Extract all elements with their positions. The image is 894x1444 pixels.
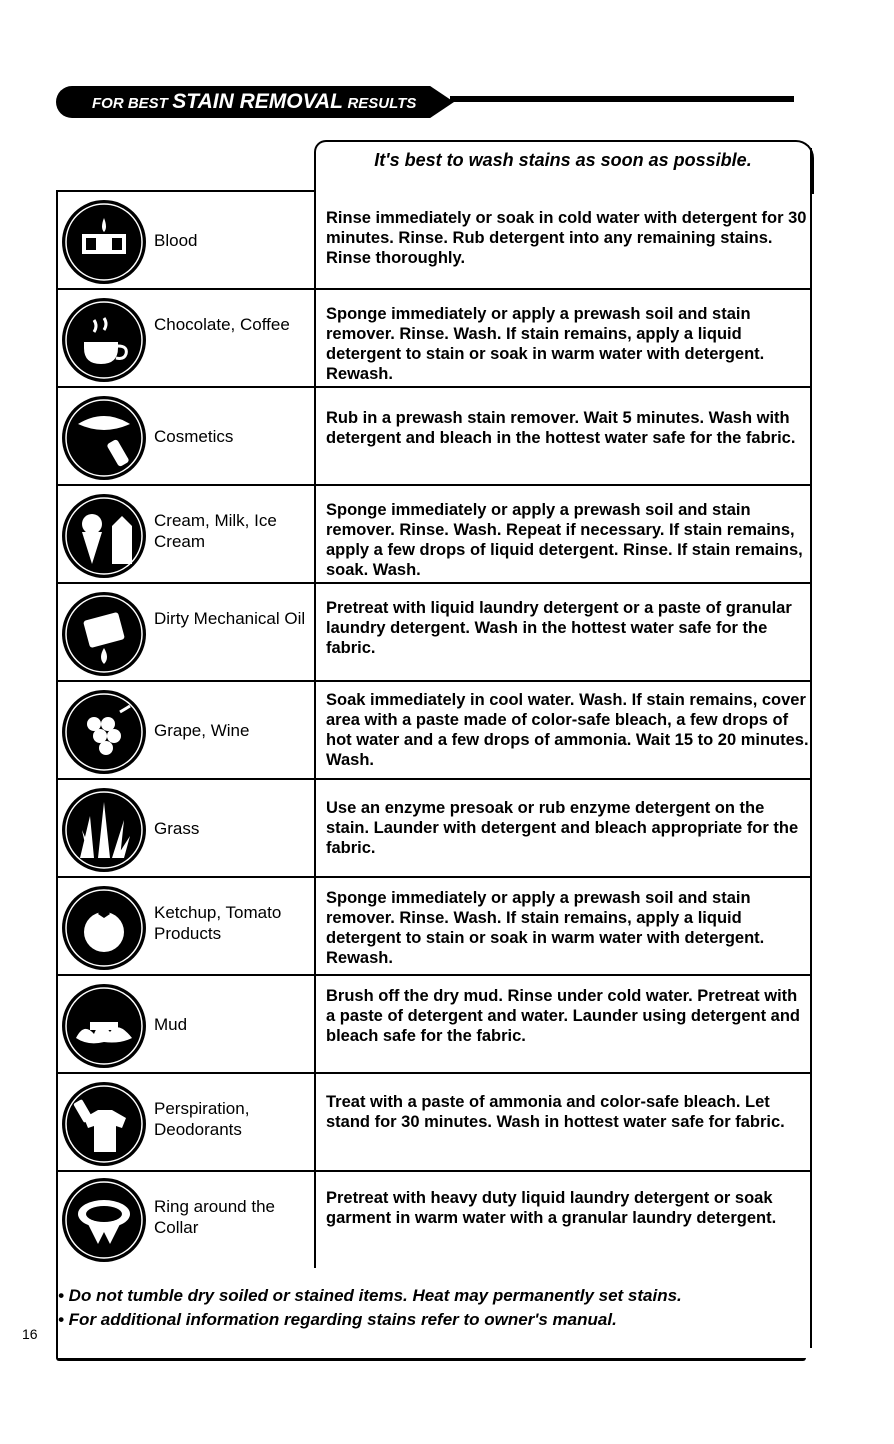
stain-label: Cream, Milk, Ice Cream (154, 511, 277, 551)
intro-text: It's best to wash stains as soon as possible. (374, 150, 752, 170)
table-row (56, 1072, 812, 1172)
oil-can-icon (60, 590, 148, 678)
table-row (56, 974, 812, 1074)
header-suffix: RESULTS (347, 95, 417, 112)
collar-icon (60, 1176, 148, 1264)
header-main: STAIN REMOVAL (172, 90, 344, 113)
stain-label: Grass (154, 819, 200, 838)
stain-label: Mud (154, 1015, 188, 1034)
header-prefix: FOR BEST (92, 95, 168, 112)
frame-bottom-border (56, 1358, 806, 1361)
column-divider (314, 486, 316, 584)
column-divider (314, 388, 316, 486)
table-row (56, 680, 812, 780)
page-number: 16 (22, 1326, 38, 1342)
footnotes (58, 1284, 808, 1332)
ice-cream-milk-icon (60, 492, 148, 580)
stain-instructions: Rinse immediately or soak in cold water with detergent for 30 minutes. Rinse. Rub detergent into any remaining stains. Rinse thoroughly. (326, 209, 807, 267)
deodorant-shirt-icon (60, 1080, 148, 1168)
tomato-icon (60, 884, 148, 972)
header-rule (450, 96, 794, 102)
column-divider (314, 878, 316, 976)
table-row (56, 288, 812, 388)
table-row (56, 1170, 812, 1268)
column-divider (314, 192, 316, 288)
stain-instructions: Sponge immediately or apply a prewash soil and stain remover. Rinse. Wash. If stain remains, apply a liquid detergent to stain or soak in warm water with detergent. Rewash. (326, 305, 765, 383)
footnote: • Do not tumble dry soiled or stained items. Heat may permanently set stains. (58, 1286, 682, 1305)
stain-label: Ring around the Collar (154, 1197, 275, 1237)
stain-label: Grape, Wine (154, 721, 250, 740)
table-row (56, 582, 812, 682)
footnote: • For additional information regarding stains refer to owner's manual. (58, 1310, 617, 1329)
table-row (56, 484, 812, 584)
column-divider (314, 584, 316, 682)
header-title (92, 88, 416, 118)
stain-instructions: Brush off the dry mud. Rinse under cold water. Pretreat with a paste of detergent and water. Launder using detergent and bleach safe for the fabric. (326, 987, 800, 1045)
table-row (56, 876, 812, 976)
column-divider (314, 1172, 316, 1268)
mud-splash-icon (60, 982, 148, 1070)
stain-instructions: Sponge immediately or apply a prewash soil and stain remover. Rinse. Wash. If stain remains, apply a liquid detergent to stain or soak in warm water with detergent. Rewash. (326, 889, 765, 967)
column-divider (314, 976, 316, 1074)
grass-icon (60, 786, 148, 874)
column-divider (314, 290, 316, 388)
stain-label: Perspiration, Deodorants (154, 1099, 250, 1139)
lipstick-icon (60, 394, 148, 482)
stain-instructions: Sponge immediately or apply a prewash soil and stain remover. Rinse. Wash. Repeat if necessary. If stain remains, apply a few drops of liquid detergent. Rinse. If stain remains, soak. Wash. (326, 501, 803, 579)
blood-icon (60, 198, 148, 286)
stain-label: Chocolate, Coffee (154, 315, 290, 334)
column-divider (314, 682, 316, 780)
table-row (56, 386, 812, 486)
table-row (56, 192, 812, 288)
stain-instructions: Soak immediately in cool water. Wash. If stain remains, cover area with a paste made of color-safe bleach, a few drops of hot water and a few drops of ammonia. Wait 15 to 20 minutes. Wash. (326, 691, 809, 769)
stain-instructions: Pretreat with heavy duty liquid laundry detergent or soak garment in warm water with a granular laundry detergent. (326, 1189, 777, 1227)
coffee-cup-icon (60, 296, 148, 384)
stain-label: Dirty Mechanical Oil (154, 609, 306, 628)
stain-instructions: Pretreat with liquid laundry detergent or a paste of granular laundry detergent. Wash in the hottest water safe for the fabric. (326, 599, 792, 657)
table-row (56, 778, 812, 878)
column-divider (314, 1074, 316, 1172)
stain-label: Ketchup, Tomato Products (154, 903, 282, 943)
stain-instructions: Treat with a paste of ammonia and color-safe bleach. Let stand for 30 minutes. Wash in hottest water safe for fabric. (326, 1093, 785, 1131)
grapes-icon (60, 688, 148, 776)
stain-label: Blood (154, 231, 198, 250)
stain-label: Cosmetics (154, 427, 234, 446)
column-divider (314, 780, 316, 878)
stain-instructions: Use an enzyme presoak or rub enzyme detergent on the stain. Launder with detergent and bleach appropriate for the fabric. (326, 799, 799, 857)
stain-instructions: Rub in a prewash stain remover. Wait 5 minutes. Wash with detergent and bleach in the hottest water safe for the fabric. (326, 409, 796, 447)
